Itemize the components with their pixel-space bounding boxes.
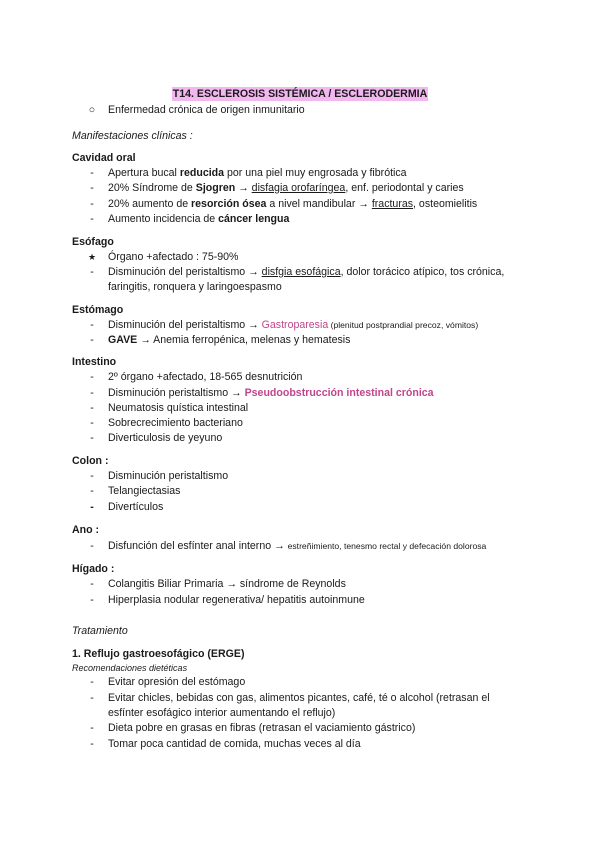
section-tratamiento: Tratamiento xyxy=(72,625,128,637)
list-item-text: Evitar opresión del estómago xyxy=(108,676,246,688)
list-item-text: Telangiectasias xyxy=(108,485,181,497)
dash-bullet-icon: - xyxy=(90,402,94,414)
dash-bullet-icon: - xyxy=(90,432,94,444)
circle-bullet-icon: ○ xyxy=(88,104,96,116)
dash-bullet-icon: - xyxy=(90,334,94,346)
dash-bullet-icon: - xyxy=(90,485,94,497)
dash-bullet-icon: - xyxy=(90,417,94,429)
dash-bullet-icon: - xyxy=(90,738,94,750)
heading-ano: Ano : xyxy=(72,524,100,536)
heading-intestino: Intestino xyxy=(72,356,117,368)
dash-bullet-icon: - xyxy=(90,266,94,278)
list-item-text: Disminución del peristaltismo → Gastroparesia (plenitud postprandial precoz, vómitos) xyxy=(108,319,479,331)
list-item-text: Disminución peristaltismo → Pseudoobstrucción intestinal crónica xyxy=(108,387,434,399)
list-item-text: Dieta pobre en grasas en fibras (retrasan el vaciamiento gástrico) xyxy=(108,722,416,734)
dash-bullet-icon: - xyxy=(90,371,94,383)
list-item-text: Disminución del peristaltismo → disfgia esofágica, dolor torácico atípico, tos crónica, xyxy=(108,266,505,278)
heading-colon: Colon : xyxy=(72,455,109,467)
list-item-text: Órgano +afectado : 75-90% xyxy=(108,251,239,263)
list-item-text: Apertura bucal reducida por una piel muy engrosada y fibrótica xyxy=(108,167,407,179)
heading-estomago: Estómago xyxy=(72,304,124,316)
dash-bullet-icon: - xyxy=(90,319,94,331)
list-item-text: Aumento incidencia de cáncer lengua xyxy=(108,213,290,225)
list-item-text: Evitar chicles, bebidas con gas, alimentos picantes, café, té o alcohol (retrasan el xyxy=(108,692,490,704)
list-item-text: GAVE → Anemia ferropénica, melenas y hematesis xyxy=(108,334,351,346)
dash-bullet-icon: - xyxy=(90,501,94,513)
heading-erge: 1. Reflujo gastroesofágico (ERGE) xyxy=(72,648,245,660)
list-item-text: Disfunción del esfínter anal interno → estreñimiento, tenesmo rectal y defecación dolorosa xyxy=(108,540,487,552)
dash-bullet-icon: - xyxy=(90,198,94,210)
section-manifestaciones: Manifestaciones clínicas : xyxy=(72,130,193,142)
dash-bullet-icon: - xyxy=(90,470,94,482)
heading-higado: Hígado : xyxy=(72,563,115,575)
list-item-text: 2º órgano +afectado, 18-565 desnutrición xyxy=(108,371,303,383)
list-item-text: Neumatosis quística intestinal xyxy=(108,402,249,414)
heading-cavidad-oral: Cavidad oral xyxy=(72,152,136,164)
subheading-recomendaciones: Recomendaciones dietéticas xyxy=(72,663,188,673)
star-bullet-icon: ★ xyxy=(87,252,97,262)
list-item-text: Diverticulosis de yeyuno xyxy=(108,432,223,444)
list-item-text: Divertículos xyxy=(108,501,164,513)
dash-bullet-icon: - xyxy=(90,182,94,194)
dash-bullet-icon: - xyxy=(90,540,94,552)
list-item-text: Colangitis Biliar Primaria → síndrome de Reynolds xyxy=(108,578,346,590)
list-item-text: Hiperplasia nodular regenerativa/ hepatitis autoinmune xyxy=(108,594,365,606)
heading-esofago: Esófago xyxy=(72,236,114,248)
dash-bullet-icon: - xyxy=(90,676,94,688)
list-item-text: faringitis, ronquera y laringoespasmo xyxy=(108,281,282,293)
dash-bullet-icon: - xyxy=(90,387,94,399)
title-highlight: T14. ESCLEROSIS SISTÉMICA / ESCLERODERMIA xyxy=(172,88,428,100)
list-item-text: Sobrecrecimiento bacteriano xyxy=(108,417,243,429)
dash-bullet-icon: - xyxy=(90,594,94,606)
dash-bullet-icon: - xyxy=(90,722,94,734)
dash-bullet-icon: - xyxy=(90,692,94,704)
list-item-text: Tomar poca cantidad de comida, muchas veces al día xyxy=(108,738,361,750)
dash-bullet-icon: - xyxy=(90,578,94,590)
list-item-text: 20% aumento de resorción ósea a nivel mandibular → fracturas, osteomielitis xyxy=(108,198,478,210)
page-title xyxy=(0,88,600,100)
intro-text: Enfermedad crónica de origen inmunitario xyxy=(108,104,305,116)
list-item-text: 20% Síndrome de Sjogren → disfagia orofaríngea, enf. periodontal y caries xyxy=(108,182,464,194)
dash-bullet-icon: - xyxy=(90,167,94,179)
dash-bullet-icon: - xyxy=(90,213,94,225)
list-item-text: esfínter esofágico interior aumentando el reflujo) xyxy=(108,707,336,719)
list-item-text: Disminución peristaltismo xyxy=(108,470,229,482)
